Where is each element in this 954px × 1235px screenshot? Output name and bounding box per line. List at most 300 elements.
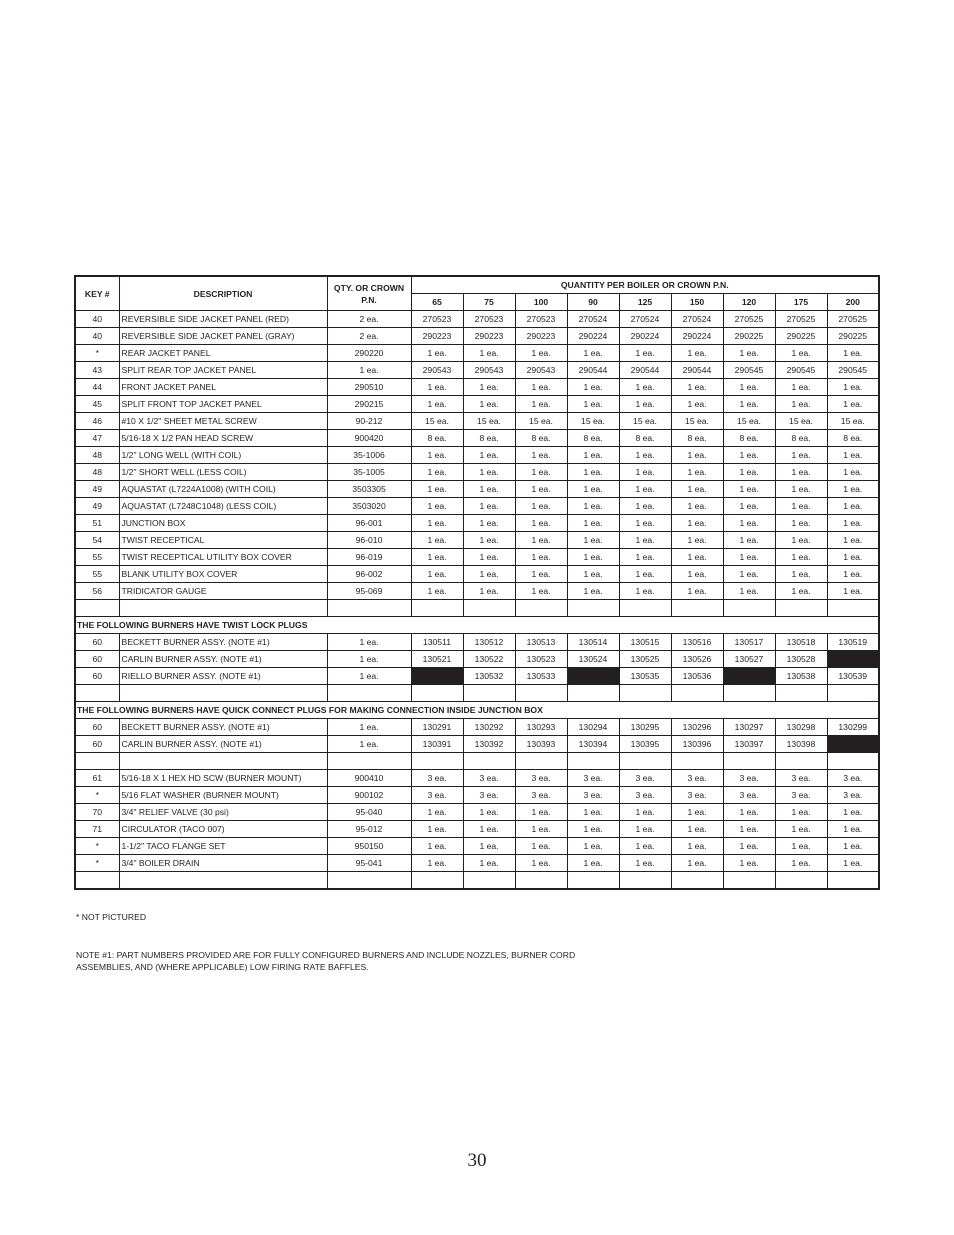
value-cell: 1 ea. xyxy=(411,464,463,481)
value-cell: 130295 xyxy=(619,719,671,736)
value-cell: 1 ea. xyxy=(671,583,723,600)
value-cell: 130298 xyxy=(775,719,827,736)
value-cell: 15 ea. xyxy=(515,413,567,430)
qty-cell: 96-010 xyxy=(327,532,411,549)
value-cell: 1 ea. xyxy=(723,821,775,838)
value-cell: 1 ea. xyxy=(723,838,775,855)
empty-cell xyxy=(775,600,827,617)
empty-cell xyxy=(723,685,775,702)
value-cell: 3 ea. xyxy=(671,770,723,787)
value-cell: 1 ea. xyxy=(515,532,567,549)
key-cell: 60 xyxy=(75,736,119,753)
value-cell: 3 ea. xyxy=(411,787,463,804)
value-cell: 1 ea. xyxy=(723,498,775,515)
value-cell: 290544 xyxy=(567,362,619,379)
table-row xyxy=(75,464,879,481)
value-cell: 1 ea. xyxy=(515,498,567,515)
value-cell: 130536 xyxy=(671,668,723,685)
value-cell: 1 ea. xyxy=(827,838,879,855)
value-cell: 1 ea. xyxy=(567,464,619,481)
table-row xyxy=(75,651,879,668)
description-cell: CARLIN BURNER ASSY. (NOTE #1) xyxy=(119,736,327,753)
value-cell: 290223 xyxy=(411,328,463,345)
value-cell: 1 ea. xyxy=(463,583,515,600)
key-cell: 44 xyxy=(75,379,119,396)
value-cell: 3 ea. xyxy=(827,770,879,787)
value-cell: 290545 xyxy=(723,362,775,379)
header-model: 100 xyxy=(515,294,567,311)
key-cell: 47 xyxy=(75,430,119,447)
value-cell: 8 ea. xyxy=(723,430,775,447)
value-cell: 1 ea. xyxy=(567,498,619,515)
empty-cell xyxy=(327,753,411,770)
empty-cell xyxy=(671,872,723,890)
value-cell: 1 ea. xyxy=(827,447,879,464)
value-cell: 1 ea. xyxy=(567,481,619,498)
value-cell: 1 ea. xyxy=(619,838,671,855)
value-cell: 290543 xyxy=(515,362,567,379)
spacer-row xyxy=(75,600,879,617)
page-number: 30 xyxy=(467,1150,487,1171)
value-cell: 270523 xyxy=(411,311,463,328)
value-cell: 1 ea. xyxy=(411,498,463,515)
description-cell: 1-1/2" TACO FLANGE SET xyxy=(119,838,327,855)
value-cell: 130393 xyxy=(515,736,567,753)
description-cell: 3/4" RELIEF VALVE (30 psi) xyxy=(119,804,327,821)
value-cell: 290223 xyxy=(463,328,515,345)
table-row xyxy=(75,345,879,362)
value-cell: 290225 xyxy=(827,328,879,345)
qty-cell: 95-069 xyxy=(327,583,411,600)
qty-cell: 3503305 xyxy=(327,481,411,498)
value-cell: 1 ea. xyxy=(723,447,775,464)
key-cell: 60 xyxy=(75,651,119,668)
value-cell: 1 ea. xyxy=(463,838,515,855)
table-row xyxy=(75,770,879,787)
value-cell: 8 ea. xyxy=(827,430,879,447)
value-cell: 1 ea. xyxy=(671,345,723,362)
empty-cell xyxy=(567,753,619,770)
value-cell: 1 ea. xyxy=(671,498,723,515)
value-cell: 1 ea. xyxy=(827,498,879,515)
value-cell: 1 ea. xyxy=(671,549,723,566)
description-cell: CIRCULATOR (TACO 007) xyxy=(119,821,327,838)
table-row xyxy=(75,736,879,753)
empty-cell xyxy=(463,685,515,702)
value-cell: 1 ea. xyxy=(723,379,775,396)
qty-cell: 2 ea. xyxy=(327,328,411,345)
value-cell: 3 ea. xyxy=(827,787,879,804)
value-cell: 1 ea. xyxy=(411,583,463,600)
value-cell: 1 ea. xyxy=(775,566,827,583)
value-cell: 1 ea. xyxy=(619,566,671,583)
value-cell: 1 ea. xyxy=(723,396,775,413)
value-cell: 130395 xyxy=(619,736,671,753)
header-model: 75 xyxy=(463,294,515,311)
empty-cell xyxy=(75,600,119,617)
value-cell: 1 ea. xyxy=(671,379,723,396)
value-cell: 130533 xyxy=(515,668,567,685)
empty-cell xyxy=(775,753,827,770)
qty-cell: 1 ea. xyxy=(327,651,411,668)
value-cell: 1 ea. xyxy=(463,345,515,362)
spacer-row xyxy=(75,753,879,770)
value-cell: 1 ea. xyxy=(463,515,515,532)
empty-cell xyxy=(463,600,515,617)
empty-cell xyxy=(119,753,327,770)
value-cell: 1 ea. xyxy=(775,464,827,481)
key-cell: 61 xyxy=(75,770,119,787)
value-cell: 1 ea. xyxy=(723,855,775,872)
value-cell: 1 ea. xyxy=(619,515,671,532)
value-cell: 290543 xyxy=(463,362,515,379)
value-cell: 130292 xyxy=(463,719,515,736)
value-cell: 1 ea. xyxy=(411,855,463,872)
key-cell: 55 xyxy=(75,549,119,566)
value-cell: 1 ea. xyxy=(567,447,619,464)
value-cell: 1 ea. xyxy=(827,481,879,498)
value-cell: 270523 xyxy=(515,311,567,328)
value-cell: 1 ea. xyxy=(463,566,515,583)
value-cell: 1 ea. xyxy=(567,532,619,549)
empty-cell xyxy=(671,600,723,617)
value-cell: 130297 xyxy=(723,719,775,736)
value-cell: 3 ea. xyxy=(671,787,723,804)
qty-cell: 290215 xyxy=(327,396,411,413)
description-cell: 1/2" LONG WELL (WITH COIL) xyxy=(119,447,327,464)
value-cell: 8 ea. xyxy=(567,430,619,447)
empty-cell xyxy=(515,600,567,617)
value-cell: 3 ea. xyxy=(567,770,619,787)
value-cell: 130538 xyxy=(775,668,827,685)
table-row xyxy=(75,311,879,328)
key-cell: 60 xyxy=(75,634,119,651)
value-cell: 1 ea. xyxy=(567,566,619,583)
value-cell: 1 ea. xyxy=(515,447,567,464)
value-cell: 130299 xyxy=(827,719,879,736)
key-cell: 43 xyxy=(75,362,119,379)
spacer-row xyxy=(75,872,879,890)
table-row xyxy=(75,379,879,396)
value-cell: 1 ea. xyxy=(671,396,723,413)
value-cell: 1 ea. xyxy=(775,804,827,821)
qty-cell: 95-012 xyxy=(327,821,411,838)
value-cell: 1 ea. xyxy=(775,498,827,515)
value-cell: 1 ea. xyxy=(775,396,827,413)
table-row xyxy=(75,634,879,651)
empty-cell xyxy=(119,685,327,702)
empty-cell xyxy=(327,600,411,617)
value-cell: 290224 xyxy=(619,328,671,345)
table-row xyxy=(75,413,879,430)
value-cell: 1 ea. xyxy=(411,532,463,549)
value-cell: 1 ea. xyxy=(671,566,723,583)
value-cell: 1 ea. xyxy=(463,447,515,464)
value-cell: 1 ea. xyxy=(671,447,723,464)
value-cell: 1 ea. xyxy=(827,396,879,413)
value-cell: 3 ea. xyxy=(463,770,515,787)
value-cell: 1 ea. xyxy=(411,566,463,583)
table-row xyxy=(75,855,879,872)
header-key: KEY # xyxy=(75,276,119,311)
key-cell: 45 xyxy=(75,396,119,413)
value-cell: 1 ea. xyxy=(567,379,619,396)
empty-cell xyxy=(75,872,119,890)
value-cell: 8 ea. xyxy=(619,430,671,447)
empty-cell xyxy=(723,753,775,770)
empty-cell xyxy=(775,685,827,702)
empty-cell xyxy=(723,600,775,617)
empty-cell xyxy=(671,685,723,702)
note-1-line-2: ASSEMBLIES, AND (WHERE APPLICABLE) LOW FIRING RATE BAFFLES. xyxy=(76,962,369,972)
value-cell: 1 ea. xyxy=(567,821,619,838)
value-cell: 1 ea. xyxy=(671,532,723,549)
empty-cell xyxy=(411,685,463,702)
value-cell: 1 ea. xyxy=(827,379,879,396)
value-cell: 1 ea. xyxy=(515,583,567,600)
value-cell: 1 ea. xyxy=(671,464,723,481)
table-row xyxy=(75,821,879,838)
value-cell: 1 ea. xyxy=(775,549,827,566)
value-cell: 1 ea. xyxy=(411,396,463,413)
table-row xyxy=(75,481,879,498)
value-cell: 1 ea. xyxy=(827,566,879,583)
value-cell: 1 ea. xyxy=(723,566,775,583)
qty-cell: 900102 xyxy=(327,787,411,804)
value-cell: 1 ea. xyxy=(827,515,879,532)
key-cell: 40 xyxy=(75,328,119,345)
value-cell: 1 ea. xyxy=(515,566,567,583)
key-cell: 49 xyxy=(75,498,119,515)
value-cell: 15 ea. xyxy=(775,413,827,430)
key-cell: 54 xyxy=(75,532,119,549)
value-cell: 290545 xyxy=(775,362,827,379)
value-cell: 1 ea. xyxy=(619,396,671,413)
value-cell: 1 ea. xyxy=(619,345,671,362)
value-cell: 130518 xyxy=(775,634,827,651)
value-cell: 1 ea. xyxy=(827,532,879,549)
header-model: 175 xyxy=(775,294,827,311)
table-row xyxy=(75,787,879,804)
value-cell: 1 ea. xyxy=(567,855,619,872)
value-cell: 1 ea. xyxy=(619,447,671,464)
empty-cell xyxy=(619,600,671,617)
header-model: 65 xyxy=(411,294,463,311)
value-cell: 130516 xyxy=(671,634,723,651)
value-cell: 1 ea. xyxy=(723,804,775,821)
value-cell: 1 ea. xyxy=(463,821,515,838)
value-cell: 1 ea. xyxy=(671,515,723,532)
value-cell: 130514 xyxy=(567,634,619,651)
description-cell: BECKETT BURNER ASSY. (NOTE #1) xyxy=(119,719,327,736)
value-cell: 1 ea. xyxy=(463,855,515,872)
value-cell: 270524 xyxy=(671,311,723,328)
empty-cell xyxy=(515,753,567,770)
description-cell: REVERSIBLE SIDE JACKET PANEL (GRAY) xyxy=(119,328,327,345)
value-cell: 1 ea. xyxy=(671,838,723,855)
value-cell: 3 ea. xyxy=(723,770,775,787)
value-cell: 130523 xyxy=(515,651,567,668)
value-cell: 1 ea. xyxy=(827,821,879,838)
value-cell: 1 ea. xyxy=(463,804,515,821)
section-heading: THE FOLLOWING BURNERS HAVE TWIST LOCK PLUGS xyxy=(75,617,879,634)
empty-cell xyxy=(463,753,515,770)
value-cell: 1 ea. xyxy=(775,583,827,600)
value-cell: 1 ea. xyxy=(619,481,671,498)
value-cell: 290224 xyxy=(671,328,723,345)
value-cell: 8 ea. xyxy=(515,430,567,447)
value-cell: 1 ea. xyxy=(463,498,515,515)
table-row xyxy=(75,566,879,583)
value-cell: 1 ea. xyxy=(515,481,567,498)
value-cell: 130294 xyxy=(567,719,619,736)
value-cell: 1 ea. xyxy=(515,515,567,532)
value-cell: 15 ea. xyxy=(463,413,515,430)
value-cell: 1 ea. xyxy=(567,396,619,413)
key-cell: 40 xyxy=(75,311,119,328)
table-row xyxy=(75,532,879,549)
empty-cell xyxy=(619,753,671,770)
value-cell: 15 ea. xyxy=(619,413,671,430)
qty-cell: 900420 xyxy=(327,430,411,447)
value-cell: 1 ea. xyxy=(619,549,671,566)
value-cell: 3 ea. xyxy=(515,787,567,804)
value-cell: 1 ea. xyxy=(463,464,515,481)
value-cell: 130515 xyxy=(619,634,671,651)
value-cell: 1 ea. xyxy=(411,345,463,362)
value-cell: 130528 xyxy=(775,651,827,668)
description-cell: FRONT JACKET PANEL xyxy=(119,379,327,396)
value-cell: 130535 xyxy=(619,668,671,685)
description-cell: 5/16-18 X 1/2 PAN HEAD SCREW xyxy=(119,430,327,447)
value-cell: 130512 xyxy=(463,634,515,651)
header-quantity-group: QUANTITY PER BOILER OR CROWN P.N. xyxy=(411,276,879,294)
value-cell: 270524 xyxy=(567,311,619,328)
description-cell: 5/16-18 X 1 HEX HD SCW (BURNER MOUNT) xyxy=(119,770,327,787)
qty-cell: 96-019 xyxy=(327,549,411,566)
value-cell: 1 ea. xyxy=(619,498,671,515)
qty-cell: 900410 xyxy=(327,770,411,787)
value-cell: 1 ea. xyxy=(411,447,463,464)
qty-cell: 35-1005 xyxy=(327,464,411,481)
value-cell: 130521 xyxy=(411,651,463,668)
value-cell: 15 ea. xyxy=(723,413,775,430)
value-cell: 1 ea. xyxy=(723,345,775,362)
value-cell: 15 ea. xyxy=(411,413,463,430)
value-cell: 3 ea. xyxy=(411,770,463,787)
not-available-cell xyxy=(411,668,463,685)
empty-cell xyxy=(827,685,879,702)
value-cell: 130513 xyxy=(515,634,567,651)
value-cell: 130522 xyxy=(463,651,515,668)
empty-cell xyxy=(567,872,619,890)
key-cell: * xyxy=(75,787,119,804)
table-row xyxy=(75,719,879,736)
value-cell: 1 ea. xyxy=(827,549,879,566)
value-cell: 3 ea. xyxy=(567,787,619,804)
key-cell: 70 xyxy=(75,804,119,821)
value-cell: 1 ea. xyxy=(723,583,775,600)
value-cell: 1 ea. xyxy=(619,464,671,481)
value-cell: 130397 xyxy=(723,736,775,753)
value-cell: 1 ea. xyxy=(411,515,463,532)
key-cell: 48 xyxy=(75,447,119,464)
description-cell: TRIDICATOR GAUGE xyxy=(119,583,327,600)
value-cell: 1 ea. xyxy=(463,396,515,413)
description-cell: RIELLO BURNER ASSY. (NOTE #1) xyxy=(119,668,327,685)
value-cell: 3 ea. xyxy=(515,770,567,787)
value-cell: 1 ea. xyxy=(411,821,463,838)
empty-cell xyxy=(411,600,463,617)
value-cell: 1 ea. xyxy=(619,532,671,549)
description-cell: 1/2" SHORT WELL (LESS COIL) xyxy=(119,464,327,481)
value-cell: 130517 xyxy=(723,634,775,651)
empty-cell xyxy=(327,872,411,890)
value-cell: 1 ea. xyxy=(567,515,619,532)
value-cell: 1 ea. xyxy=(515,396,567,413)
value-cell: 1 ea. xyxy=(515,345,567,362)
value-cell: 130524 xyxy=(567,651,619,668)
value-cell: 1 ea. xyxy=(515,379,567,396)
value-cell: 130391 xyxy=(411,736,463,753)
key-cell: 55 xyxy=(75,566,119,583)
description-cell: AQUASTAT (L7224A1008) (WITH COIL) xyxy=(119,481,327,498)
value-cell: 1 ea. xyxy=(827,345,879,362)
value-cell: 1 ea. xyxy=(619,855,671,872)
value-cell: 3 ea. xyxy=(723,787,775,804)
description-cell: AQUASTAT (L7248C1048) (LESS COIL) xyxy=(119,498,327,515)
value-cell: 1 ea. xyxy=(411,804,463,821)
key-cell: 60 xyxy=(75,668,119,685)
table-header xyxy=(75,276,879,311)
not-available-cell xyxy=(723,668,775,685)
value-cell: 1 ea. xyxy=(775,532,827,549)
value-cell: 130539 xyxy=(827,668,879,685)
value-cell: 130527 xyxy=(723,651,775,668)
description-cell: JUNCTION BOX xyxy=(119,515,327,532)
value-cell: 15 ea. xyxy=(567,413,619,430)
value-cell: 1 ea. xyxy=(411,838,463,855)
value-cell: 1 ea. xyxy=(775,821,827,838)
qty-cell: 2 ea. xyxy=(327,311,411,328)
value-cell: 1 ea. xyxy=(827,804,879,821)
value-cell: 270525 xyxy=(775,311,827,328)
empty-cell xyxy=(411,753,463,770)
table-row xyxy=(75,668,879,685)
value-cell: 130296 xyxy=(671,719,723,736)
value-cell: 1 ea. xyxy=(827,583,879,600)
value-cell: 1 ea. xyxy=(515,821,567,838)
qty-cell: 96-002 xyxy=(327,566,411,583)
value-cell: 130293 xyxy=(515,719,567,736)
table-row xyxy=(75,498,879,515)
qty-cell: 3503020 xyxy=(327,498,411,515)
value-cell: 1 ea. xyxy=(671,855,723,872)
value-cell: 1 ea. xyxy=(411,379,463,396)
value-cell: 3 ea. xyxy=(463,787,515,804)
description-cell: 5/16 FLAT WASHER (BURNER MOUNT) xyxy=(119,787,327,804)
value-cell: 1 ea. xyxy=(775,515,827,532)
value-cell: 1 ea. xyxy=(775,838,827,855)
value-cell: 1 ea. xyxy=(567,549,619,566)
value-cell: 1 ea. xyxy=(723,481,775,498)
value-cell: 3 ea. xyxy=(619,770,671,787)
not-pictured-note: * NOT PICTURED xyxy=(76,912,147,922)
value-cell: 1 ea. xyxy=(567,583,619,600)
empty-cell xyxy=(567,600,619,617)
empty-cell xyxy=(723,872,775,890)
value-cell: 270525 xyxy=(723,311,775,328)
